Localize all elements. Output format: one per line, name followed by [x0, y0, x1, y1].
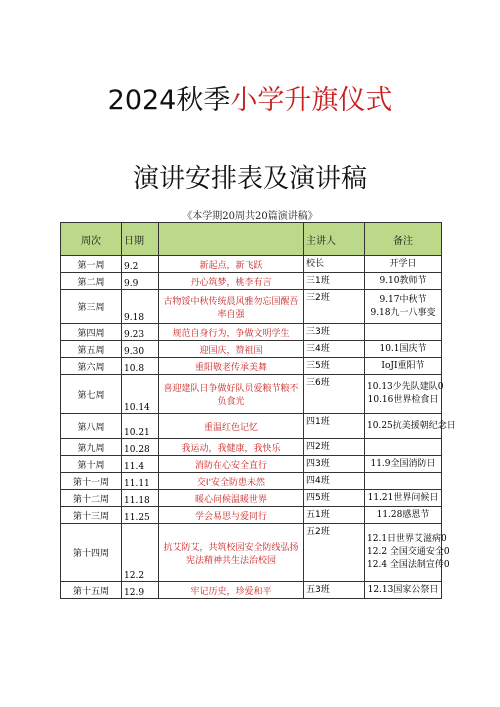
note-cell [365, 358, 442, 375]
date-cell: 12.9 [122, 582, 159, 599]
note-line: 11.28感恩节 [376, 509, 430, 520]
date-cell: 9.30 [122, 341, 159, 358]
date-cell: 10.21 [122, 414, 159, 439]
topic-cell: 交I'安全防患未然 [159, 473, 304, 490]
date-cell: 11.11 [122, 473, 159, 490]
week-cell: 第九周 [61, 439, 122, 456]
date-cell: 9.23 [122, 324, 159, 341]
table-row [61, 439, 442, 456]
note-line: 12.1日世界艾滋病0 [367, 534, 447, 544]
topic-cell: 重温红色记忆 [159, 414, 304, 439]
table-row [61, 256, 442, 273]
note-line: 11.9全国消防日 [370, 458, 436, 469]
date-cell: 12.2 [122, 524, 159, 582]
title-year-season: 2024秋季 [107, 85, 231, 116]
speaker-cell: 五2班 [304, 524, 365, 582]
date-cell: 10.8 [122, 358, 159, 375]
table-row [61, 524, 442, 582]
speaker-cell: 三4班 [304, 341, 365, 358]
header-week: 周次 [61, 223, 122, 256]
table-row [61, 582, 442, 599]
note-cell [365, 582, 442, 599]
header-speaker: 主讲人 [304, 223, 365, 256]
table-row [61, 375, 442, 414]
topic-cell: 抗艾防艾，共筑校园安全防线弘扬宪法精神共生法治校园 [159, 524, 304, 582]
topic-cell: 丹心筑梦，桃李有言 [159, 273, 304, 290]
table-row [61, 507, 442, 524]
speaker-cell: 四1班 [304, 414, 365, 439]
date-cell: 11.4 [122, 456, 159, 473]
note-cell [365, 341, 442, 358]
note-cell [365, 256, 442, 273]
week-cell: 第十一周 [61, 473, 122, 490]
week-cell: 第十三周 [61, 507, 122, 524]
speaker-cell: 五1班 [304, 507, 365, 524]
table-body [61, 256, 456, 599]
topic-cell: 我运动，我健康，我快乐 [159, 439, 304, 456]
note-line: 9.18九一八事变 [370, 307, 436, 318]
week-cell: 第一周 [61, 256, 122, 273]
note-cell [365, 456, 442, 473]
note-cell [365, 524, 450, 582]
topic-cell: 迎国庆，赞祖国 [159, 341, 304, 358]
note-cell [365, 490, 442, 507]
speaker-cell: 四5班 [304, 490, 365, 507]
speaker-cell: 三5班 [304, 358, 365, 375]
topic-cell: 牢记历史，珍爱和平 [159, 582, 304, 599]
speaker-cell: 三6班 [304, 375, 365, 414]
title-ceremony: 小学升旗仪式 [230, 85, 393, 116]
note-cell [365, 273, 442, 290]
topic-cell: 规范自身行为，争做文明学生 [159, 324, 304, 341]
header-topic [159, 223, 304, 256]
table-row [61, 358, 442, 375]
speaker-cell: 四2班 [304, 439, 365, 456]
note-line: IoJI重阳节 [381, 360, 425, 371]
note-cell [365, 439, 442, 456]
speaker-cell: 三1班 [304, 273, 365, 290]
page-subtitle-heading: 演讲安排表及演讲稿 [132, 164, 367, 194]
speaker-cell: 五3班 [304, 582, 365, 599]
week-cell: 第五周 [61, 341, 122, 358]
week-cell: 第十五周 [61, 582, 122, 599]
topic-cell: 重阳敬老传承美舞 [159, 358, 304, 375]
date-cell: 9.2 [122, 256, 159, 273]
date-cell: 10.28 [122, 439, 159, 456]
week-cell: 第四周 [61, 324, 122, 341]
note-cell [365, 290, 442, 324]
topic-cell: 新起点，新飞跃 [159, 256, 304, 273]
week-cell: 第十四周 [61, 524, 122, 582]
topic-cell: 暖心问候温暖世界 [159, 490, 304, 507]
note-line: 12.4 全国法制宣传0 [367, 560, 450, 570]
speaker-cell: 三3班 [304, 324, 365, 341]
date-cell: 9.18 [122, 290, 159, 324]
note-cell [365, 324, 442, 341]
date-cell: 11.18 [122, 490, 159, 507]
week-cell: 第七周 [61, 375, 122, 414]
speaker-cell: 校长 [304, 256, 365, 273]
speaker-cell: 三2班 [304, 290, 365, 324]
note-line: 10.1国庆节 [379, 343, 427, 354]
week-cell: 第十周 [61, 456, 122, 473]
topic-cell: 喜迎建队日争做好队员爱粮节粮不负食光 [159, 375, 304, 414]
table-row [61, 473, 442, 490]
table-row [61, 414, 442, 439]
date-cell: 11.25 [122, 507, 159, 524]
semester-note: 《本学期20周共20篇演讲稿》 [182, 211, 318, 222]
topic-cell: 消防在心安全直行 [159, 456, 304, 473]
header-date: 日期 [122, 223, 159, 256]
week-cell: 第八周 [61, 414, 122, 439]
note-line: 12.2 全国交通安全0 [367, 547, 450, 557]
table-row [61, 324, 442, 341]
schedule-table [60, 222, 456, 599]
table-row [61, 290, 442, 324]
table-row [61, 456, 442, 473]
topic-cell: 古物馁中秋传统晨风雅勿忘国醒吾率自强 [159, 290, 304, 324]
table-row [61, 490, 442, 507]
note-cell [365, 473, 442, 490]
note-line: 9.17中秋节 [379, 294, 427, 305]
note-line: 10.25抗美援朝纪念日 [367, 420, 456, 431]
week-cell: 第十二周 [61, 490, 122, 507]
week-cell: 第三周 [61, 290, 122, 324]
note-line: 开学日 [389, 258, 417, 269]
table-row [61, 273, 442, 290]
table-row [61, 341, 442, 358]
header-note: 备注 [365, 223, 442, 256]
week-cell: 第二周 [61, 273, 122, 290]
note-line: 10.13少先队建队0 [367, 382, 444, 392]
note-cell [365, 507, 442, 524]
date-cell: 10.14 [122, 375, 159, 414]
note-cell [365, 375, 442, 414]
speaker-cell: 四4班 [304, 473, 365, 490]
table-header-row [61, 223, 442, 256]
week-cell: 第六周 [61, 358, 122, 375]
page-title [0, 78, 500, 117]
date-cell: 9.9 [122, 273, 159, 290]
topic-cell: 学会易思与爱同行 [159, 507, 304, 524]
note-line: 12.13国家公祭日 [367, 584, 439, 595]
note-line: 10.16世界检食日 [367, 395, 439, 405]
note-line: 11.21世界问候日 [367, 492, 439, 503]
note-cell [365, 414, 456, 439]
speaker-cell: 四3班 [304, 456, 365, 473]
note-line: 9.10教师节 [379, 275, 427, 286]
